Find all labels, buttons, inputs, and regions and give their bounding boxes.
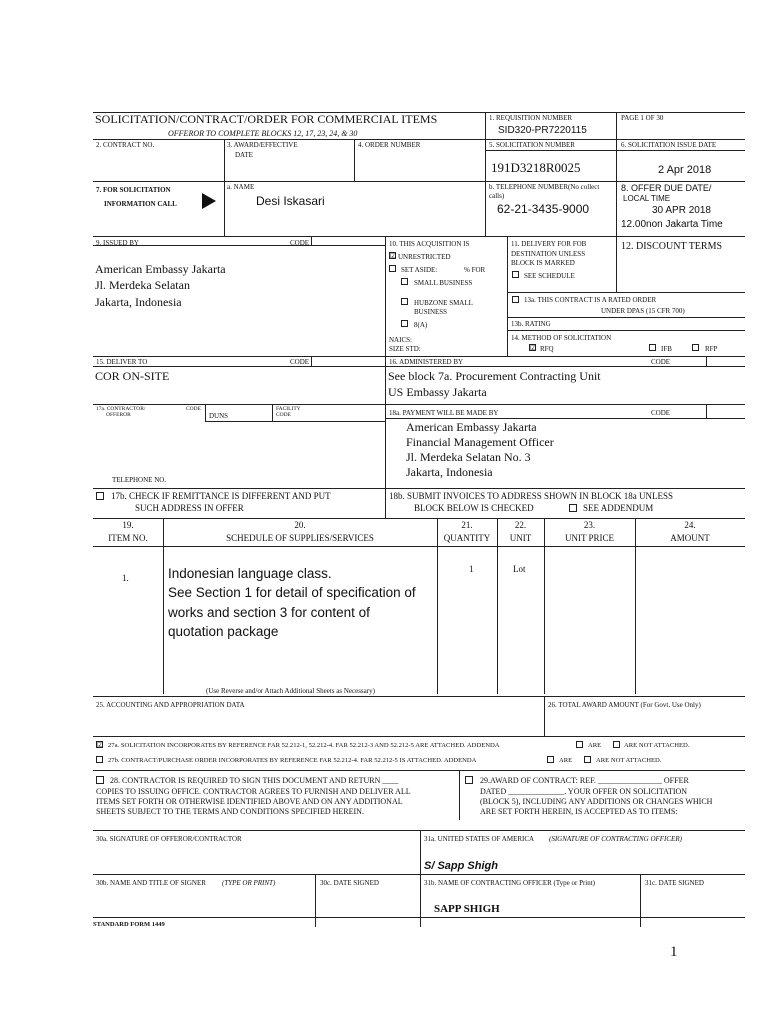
b28-line2: COPIES TO ISSUING OFFICE. CONTRACTOR AGREES TO FURNISH AND DELIVER ALL	[96, 787, 411, 796]
co-signature: S/ Sapp Shigh	[424, 860, 498, 872]
col19-label: ITEM NO.	[108, 533, 148, 543]
b18b-line2: BLOCK BELOW IS CHECKED	[414, 503, 534, 513]
page-of: PAGE 1 OF 30	[621, 114, 664, 122]
b11-label2: DESTINATION UNLESS	[511, 250, 586, 258]
col22-label: UNIT	[509, 533, 532, 543]
facility-label2: CODE	[276, 412, 291, 418]
b15-code-label: CODE	[290, 358, 310, 366]
b12-label: 12. DISCOUNT TERMS	[621, 241, 723, 252]
schedule-note: (Use Reverse and/or Attach Additional Sheets as Necessary)	[206, 687, 375, 695]
deliver-to-value: COR ON-SITE	[95, 369, 170, 383]
hubzone-checkbox[interactable]	[401, 298, 408, 305]
b1-label: 1. REQUISITION NUMBER	[489, 114, 573, 122]
b27b-text: 27b. CONTRACT/PURCHASE ORDER INCORPORATES BY REFERENCE FAR 52.212-4. FAR 52.212-5 IS ATTACHED. ADDENDA	[108, 757, 477, 764]
27a-are-not-checkbox[interactable]	[613, 741, 620, 748]
offer-due-date: 30 APR 2018	[652, 205, 711, 216]
item-description-line3: works and section 3 for content of	[168, 605, 370, 620]
item-description-line4: quotation package	[168, 624, 279, 639]
col24-label: AMOUNT	[670, 533, 710, 543]
col22-num: 22.	[514, 520, 527, 530]
offeror-note: OFFEROR TO COMPLETE BLOCKS 12, 17, 23, 24, & 30	[168, 129, 358, 138]
rfq-checkbox[interactable]: ☑	[530, 344, 537, 352]
facility-label: FACILITY	[276, 406, 301, 412]
remittance-checkbox[interactable]	[96, 492, 104, 500]
b31a-label-italic: (SIGNATURE OF CONTRACTING OFFICER)	[549, 835, 682, 843]
contact-phone: 62-21-3435-9000	[497, 202, 590, 216]
b9-label: 9. ISSUED BY	[96, 239, 139, 247]
col20-label: SCHEDULE OF SUPPLIES/SERVICES	[226, 533, 374, 543]
size-std-label: SIZE STD:	[389, 345, 421, 353]
27a-are-not-label: ARE NOT ATTACHED.	[624, 742, 690, 749]
col21-label: QUANTITY	[443, 533, 491, 543]
b13a-label: 13a. THIS CONTRACT IS A RATED ORDER	[524, 296, 657, 304]
b2-label: 2. CONTRACT NO.	[96, 141, 155, 149]
b13b-label: 13b. RATING	[511, 320, 551, 328]
b14-label: 14. METHOD OF SOLICITATION	[511, 334, 612, 342]
payment-line3: Jl. Merdeka Selatan No. 3	[406, 450, 531, 464]
b17a-label2: OFFEROR	[106, 412, 131, 418]
item-description-line2: See Section 1 for detail of specification of	[168, 585, 416, 600]
b28-line1: 28. CONTRACTOR IS REQUIRED TO SIGN THIS DOCUMENT AND RETURN ____	[110, 776, 399, 785]
b17b-line1: 17b. CHECK IF REMITTANCE IS DIFFERENT AND PUT	[111, 491, 331, 501]
b11-label: 11. DELIVERY FOR FOB	[511, 240, 587, 248]
b7b-label2: calls)	[489, 192, 505, 200]
rfp-checkbox[interactable]	[692, 344, 699, 351]
col20-num: 20.	[294, 520, 306, 530]
28-checkbox[interactable]	[96, 776, 104, 784]
b18a-code-label: CODE	[651, 409, 671, 417]
b9-code-label: CODE	[290, 239, 310, 247]
ifb-checkbox[interactable]	[649, 344, 656, 351]
arrow-right-icon	[202, 193, 216, 209]
b28-line3: ITEMS SET FORTH OR OTHERWISE IDENTIFIED ABOVE AND ON ANY ADDITIONAL	[96, 797, 403, 806]
b17a-code-label: CODE	[186, 406, 201, 412]
page-number: 1	[670, 944, 678, 960]
b13a-label2: UNDER DPAS (15 CFR 700)	[601, 307, 685, 315]
see-addendum-checkbox[interactable]	[569, 504, 577, 512]
rated-order-checkbox[interactable]	[512, 296, 519, 303]
b7-label: 7. FOR SOLICITATION	[96, 186, 171, 194]
b5-label: 5. SOLICITATION NUMBER	[489, 141, 575, 149]
b30a-label: 30a. SIGNATURE OF OFFEROR/CONTRACTOR	[96, 835, 242, 843]
col23-num: 23.	[583, 520, 596, 530]
solicitation-issue-date: 2 Apr 2018	[658, 164, 712, 176]
small-business-checkbox[interactable]	[401, 278, 408, 285]
percent-for-label: % FOR	[464, 266, 486, 274]
27b-checkbox[interactable]	[96, 756, 103, 763]
hubzone-label2: BUSINESS	[414, 308, 448, 316]
ifb-label: IFB	[661, 345, 672, 353]
b30c-label: 30c. DATE SIGNED	[320, 879, 379, 887]
payment-line1: American Embassy Jakarta	[406, 420, 537, 434]
col19-num: 19.	[122, 520, 134, 530]
b8-label: 8. OFFER DUE DATE/	[621, 183, 712, 193]
b30b-label: 30b. NAME AND TITLE OF SIGNER	[96, 879, 206, 887]
item-unit: Lot	[513, 564, 526, 574]
issued-by-line1: American Embassy Jakarta	[95, 262, 226, 276]
solicitation-number: 191D3218R0025	[491, 160, 581, 175]
hubzone-label: HUBZONE SMALL	[414, 299, 473, 307]
see-addendum-label: SEE ADDENDUM	[583, 503, 654, 513]
col24-num: 24.	[684, 520, 696, 530]
co-name: SAPP SHIGH	[434, 903, 500, 915]
b29-line4: ARE SET FORTH HEREIN, IS ACCEPTED AS TO ITEMS:	[480, 807, 678, 816]
b17a-label: 17a. CONTRACTOR/	[96, 406, 146, 412]
form-name: STANDARD FORM 1449	[93, 921, 165, 928]
b4-label: 4. ORDER NUMBER	[358, 141, 421, 149]
29-checkbox[interactable]	[465, 776, 473, 784]
b30b-label-italic: (TYPE OR PRINT)	[222, 879, 276, 887]
b31c-label: 31c. DATE SIGNED	[645, 879, 704, 887]
b8-label2: LOCAL TIME	[623, 194, 671, 203]
b18a-label: 18a. PAYMENT WILL BE MADE BY	[389, 409, 499, 417]
b26-label: 26. TOTAL AWARD AMOUNT (For Govt. Use Only)	[548, 701, 701, 709]
b10-label: 10. THIS ACQUISITION IS	[389, 240, 470, 248]
see-schedule-checkbox[interactable]	[512, 271, 519, 278]
set-aside-checkbox[interactable]	[389, 265, 396, 272]
b7a-label: a. NAME	[227, 183, 255, 191]
naics-label: NAICS:	[389, 336, 412, 344]
b31b-label: 31b. NAME OF CONTRACTING OFFICER (Type or Print)	[424, 879, 596, 887]
contact-name: Desi Iskasari	[256, 194, 325, 208]
b7-label2: INFORMATION CALL	[104, 200, 177, 208]
administered-by-line1: See block 7a. Procurement Contracting Unit	[388, 369, 601, 383]
b28-line4: SHEETS SUBJECT TO THE TERMS AND CONDITIONS SPECIFIED HEREIN.	[96, 807, 364, 816]
item-number: 1.	[122, 573, 129, 583]
unrestricted-checkbox[interactable]: ☑	[390, 252, 397, 260]
b29-line3: (BLOCK 5), INCLUDING ANY ADDITIONS OR CHANGES WHICH	[480, 797, 713, 806]
b16-label: 16. ADMINISTERED BY	[389, 358, 464, 366]
duns-label: DUNS	[209, 412, 229, 420]
b25-label: 25. ACCOUNTING AND APPROPRIATION DATA	[96, 701, 245, 709]
col21-num: 21.	[461, 520, 473, 530]
27b-are-label: ARE	[559, 757, 573, 764]
27a-are-label: ARE	[588, 742, 602, 749]
issued-by-line3: Jakarta, Indonesia	[95, 295, 182, 309]
b29-line1: 29.AWARD OF CONTRACT: REF. ________________ OFFER	[480, 776, 689, 785]
requisition-number: SID320-PR7220115	[498, 125, 587, 136]
issued-by-line2: Jl. Merdeka Selatan	[95, 278, 190, 292]
b29-line2: DATED ______________. YOUR OFFER ON SOLICITATION	[480, 787, 688, 796]
telephone-label: TELEPHONE NO.	[112, 476, 167, 484]
rfp-label: RFP	[705, 345, 718, 353]
b15-label: 15. DELIVER TO	[96, 358, 148, 366]
b11-label3: BLOCK IS MARKED	[511, 259, 575, 267]
b27a-text: 27a. SOLICITATION INCORPORATES BY REFERENCE FAR 52.212-1, 52.212-4. FAR 52.212-3 AND 52.212-5 ARE ATTACHED. ADDENDA	[108, 742, 500, 749]
item-quantity: 1	[469, 564, 474, 574]
27a-checkbox[interactable]: ☑	[97, 741, 104, 749]
administered-by-line2: US Embassy Jakarta	[388, 385, 487, 399]
8a-checkbox[interactable]	[401, 320, 408, 327]
rfq-label: RFQ	[540, 345, 554, 353]
b16-code-label: CODE	[651, 358, 671, 366]
b31a-label: 31a. UNITED STATES OF AMERICA	[424, 835, 535, 843]
form-title: SOLICITATION/CONTRACT/ORDER FOR COMMERCIAL ITEMS	[95, 112, 438, 126]
col23-label: UNIT PRICE	[564, 533, 615, 543]
8a-label: 8(A)	[414, 321, 428, 329]
27a-are-checkbox[interactable]	[576, 741, 583, 748]
small-business-label: SMALL BUSINESS	[414, 279, 473, 287]
item-description-line1: Indonesian language class.	[168, 566, 332, 581]
b7b-label: b. TELEPHONE NUMBER(No collect	[489, 183, 600, 191]
b3-label2: DATE	[235, 151, 253, 159]
27b-are-not-label: ARE NOT ATTACHED.	[596, 757, 662, 764]
b18b-line1: 18b. SUBMIT INVOICES TO ADDRESS SHOWN IN BLOCK 18a UNLESS	[389, 491, 674, 501]
unrestricted-label: UNRESTRICTED	[398, 253, 451, 261]
b6-label: 6. SOLICITATION ISSUE DATE	[621, 141, 717, 149]
payment-line2: Financial Management Officer	[406, 435, 554, 449]
payment-line4: Jakarta, Indonesia	[406, 465, 493, 479]
b3-label: 3. AWARD/EFFECTIVE	[227, 141, 298, 149]
set-aside-label: SET ASIDE:	[401, 266, 438, 274]
b17b-line2: SUCH ADDRESS IN OFFER	[135, 503, 244, 513]
offer-due-time: 12.00non Jakarta Time	[621, 219, 723, 230]
27b-are-not-checkbox[interactable]	[584, 756, 591, 763]
27b-are-checkbox[interactable]	[547, 756, 554, 763]
see-schedule-label: SEE SCHEDULE	[524, 272, 575, 280]
